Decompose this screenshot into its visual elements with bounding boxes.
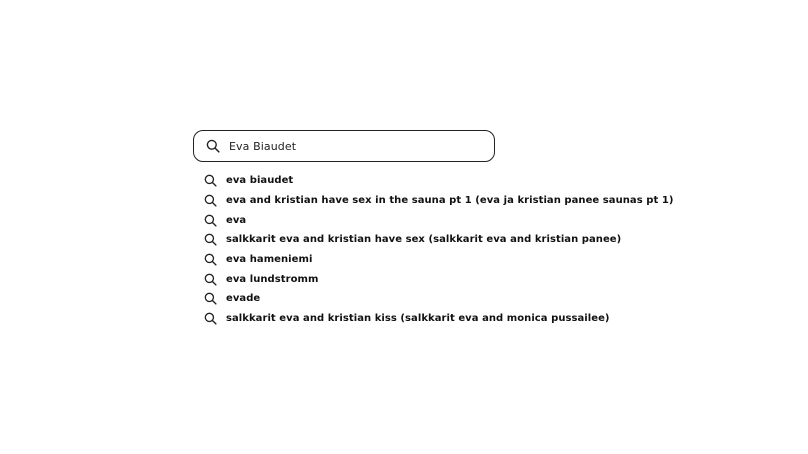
search-icon bbox=[203, 233, 217, 247]
search-icon bbox=[203, 312, 217, 326]
suggestion-label: evade bbox=[226, 293, 261, 305]
suggestion-item[interactable] bbox=[203, 171, 673, 191]
suggestion-item[interactable] bbox=[203, 210, 673, 230]
suggestion-label: eva hameniemi bbox=[226, 254, 313, 266]
search-icon bbox=[203, 213, 217, 227]
suggestion-label: eva and kristian have sex in the sauna pt 1 (eva ja kristian panee saunas pt 1) bbox=[226, 195, 674, 207]
suggestion-label: salkkarit eva and kristian have sex (salkkarit eva and kristian panee) bbox=[226, 234, 622, 246]
suggestion-item[interactable] bbox=[203, 191, 673, 211]
search-icon bbox=[203, 292, 217, 306]
search-icon bbox=[203, 174, 217, 188]
suggestion-label: eva bbox=[226, 214, 247, 226]
search-icon bbox=[205, 138, 221, 154]
search-bar[interactable] bbox=[193, 130, 495, 162]
suggestion-item[interactable] bbox=[203, 269, 673, 289]
search-icon bbox=[203, 194, 217, 208]
search-icon bbox=[203, 253, 217, 267]
suggestion-item[interactable] bbox=[203, 289, 673, 309]
search-input[interactable] bbox=[229, 140, 469, 153]
suggestion-item[interactable] bbox=[203, 309, 673, 329]
suggestion-list bbox=[203, 171, 673, 329]
suggestion-item[interactable] bbox=[203, 250, 673, 270]
suggestion-label: eva lundstromm bbox=[226, 273, 319, 285]
suggestion-item[interactable] bbox=[203, 230, 673, 250]
suggestion-label: salkkarit eva and kristian kiss (salkkarit eva and monica pussailee) bbox=[226, 313, 610, 325]
suggestion-label: eva biaudet bbox=[226, 175, 294, 187]
search-icon bbox=[203, 272, 217, 286]
